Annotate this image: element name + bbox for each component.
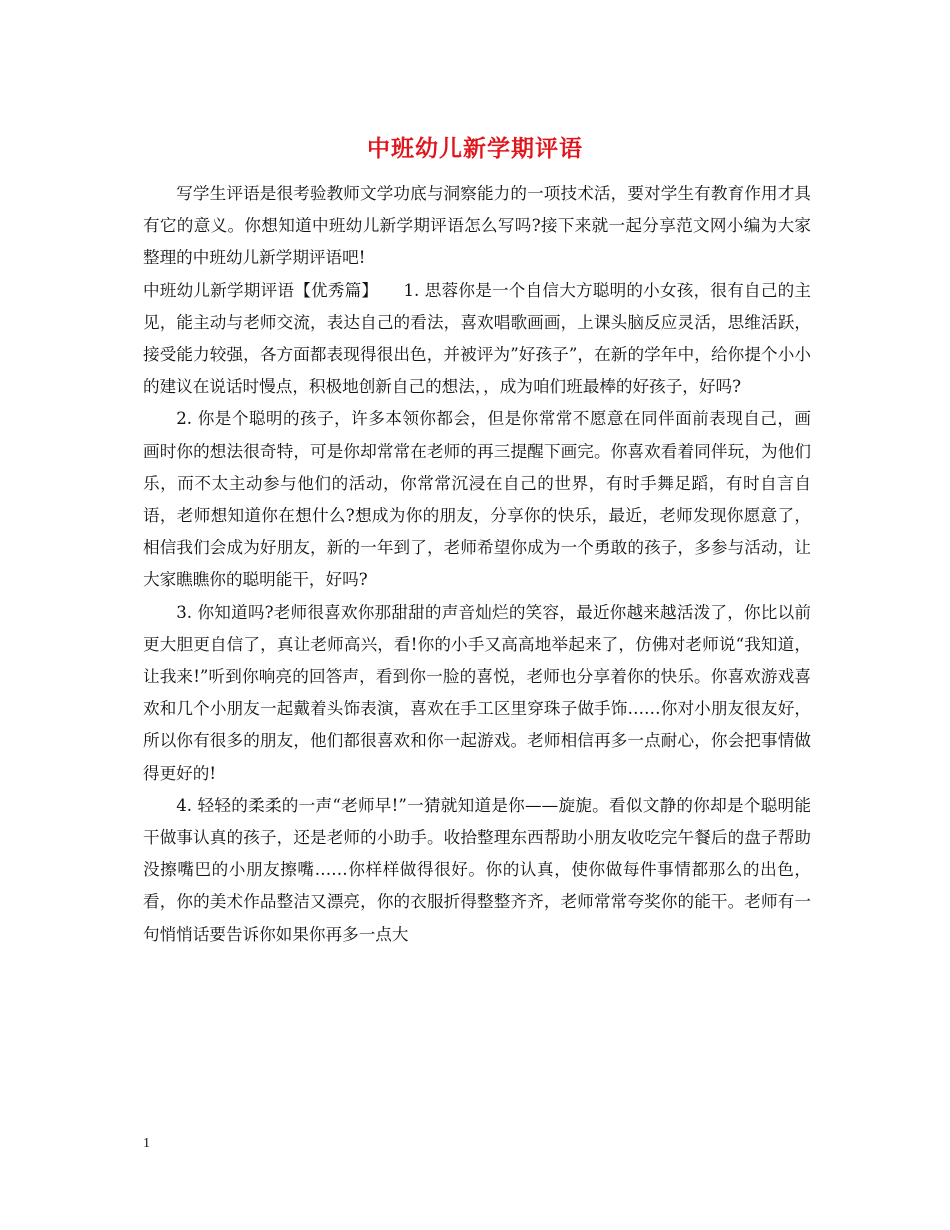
document-body: [143, 178, 811, 951]
page-number: 1: [143, 1136, 150, 1151]
paragraph-4: 4. 轻轻的柔柔的一声“老师早!”一猜就知道是你——旋旎。看似文静的你却是个聪明能干做事认真的孩子，还是老师的小助手。收拾整理东西帮助小朋友收吃完午餐后的盘子帮助没擦嘴巴的小朋友擦嘴……你样样做得很好。你的认真，使你做每件事情都那么的出色，看，你的美术作品整洁又漂亮，你的衣服折得整整齐齐，老师常常夸奖你的能干。老师有一句悄悄话要告诉你如果你再多一点大: [143, 795, 811, 944]
paragraph-3: 3. 你知道吗?老师很喜欢你那甜甜的声音灿烂的笑容，最近你越来越活泼了，你比以前更大胆更自信了，真让老师高兴，看!你的小手又高高地举起来了，仿佛对老师说“我知道，让我来!”听到你响亮的回答声，看到你一脸的喜悦，老师也分享着你的快乐。你喜欢游戏喜欢和几个小朋友一起戴着头饰表演，喜欢在手工区里穿珠子做手饰……你对小朋友很友好，所以你有很多的朋友，他们都很喜欢和你一起游戏。老师相信再多一点耐心，你会把事情做得更好的!: [143, 602, 811, 783]
paragraph-intro: 写学生评语是很考验教师文学功底与洞察能力的一项技术活，要对学生有教育作用才具有它的意义。你想知道中班幼儿新学期评语怎么写吗?接下来就一起分享范文网小编为大家整理的中班幼儿新学期评语吧!: [143, 184, 811, 268]
paragraph-1: 中班幼儿新学期评语【优秀篇】 1. 思蓉你是一个自信大方聪明的小女孩，很有自己的主见，能主动与老师交流，表达自己的看法，喜欢唱歌画画，上课头脑反应灵活，思维活跃，接受能力较强，各方面都表现得很出色，并被评为”好孩子”，在新的学年中，给你提个小小的建议在说话时慢点，积极地创新自己的想法，，成为咱们班最棒的好孩子，好吗?: [143, 280, 811, 397]
paragraph-2: 2. 你是个聪明的孩子，许多本领你都会，但是你常常不愿意在同伴面前表现自己，画画时你的想法很奇特，可是你却常常在老师的再三提醒下画完。你喜欢看着同伴玩，为他们乐，而不太主动参与他们的活动，你常常沉浸在自己的世界，有时手舞足蹈，有时自言自语，老师想知道你在想什么?想成为你的朋友，分享你的快乐，最近，老师发现你愿意了，相信我们会成为好朋友，新的一年到了，老师希望你成为一个勇敢的孩子，多参与活动，让大家瞧瞧你的聪明能干，好吗?: [143, 409, 811, 590]
page-title: 中班幼儿新学期评语: [367, 136, 583, 162]
